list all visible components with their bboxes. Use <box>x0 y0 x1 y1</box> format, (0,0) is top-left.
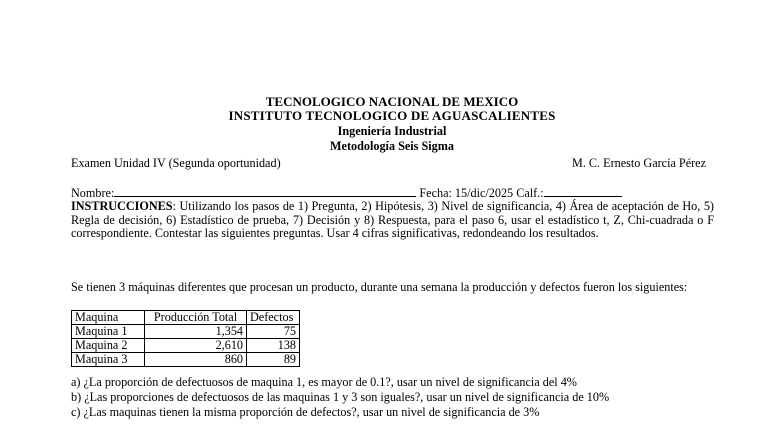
cell-production: 860 <box>145 353 247 367</box>
cell-production: 1,354 <box>145 325 247 339</box>
cell-machine: Maquina 3 <box>72 353 145 367</box>
header-program: Ingeniería Industrial <box>337 124 447 138</box>
header-campus: INSTITUTO TECNOLOGICO DE AGUASCALIENTES <box>228 108 556 123</box>
exam-title: Examen Unidad IV (Segunda oportunidad) <box>71 156 281 170</box>
instructions-text: : Utilizando los pasos de 1) Pregunta, 2) Hipótesis, 3) Nivel de significancia, 4) Área de aceptación de Ho, 5) Regla de decisión, 6) Estadístico de prueba, 7) Decisión y 8) Respuesta, para el paso 6, usar el estadístico t, Z, Chi-cuadrada o F correspondiente. Contestar las siguientes preguntas. Usar 4 cifras significativas, redondeando los resultados. <box>71 199 714 241</box>
table-header-row <box>72 311 300 325</box>
col-header-production: Producción Total <box>145 311 247 325</box>
cell-defects: 75 <box>247 325 300 339</box>
table-row <box>72 339 300 353</box>
professor-name: M. C. Ernesto García Pérez <box>571 156 706 170</box>
production-table <box>71 310 300 367</box>
name-field[interactable] <box>114 185 416 197</box>
problem-intro: Se tienen 3 máquinas diferentes que procesan un producto, durante una semana la producción y defectos fueron los siguientes: <box>71 280 688 294</box>
cell-production: 2,610 <box>145 339 247 353</box>
grade-field[interactable] <box>544 185 622 197</box>
header-institution: TECNOLOGICO NACIONAL DE MEXICO <box>265 94 519 109</box>
instructions-paragraph <box>71 200 714 241</box>
question-c: c) ¿Las maquinas tienen la misma proporción de defectos?, usar un nivel de significancia de 3% <box>71 405 540 419</box>
col-header-machine: Maquina <box>72 311 145 325</box>
header-course: Metodología Seis Sigma <box>330 139 454 153</box>
cell-defects: 89 <box>247 353 300 367</box>
cell-defects: 138 <box>247 339 300 353</box>
col-header-defects: Defectos <box>247 311 300 325</box>
table-row <box>72 325 300 339</box>
name-label: Nombre: <box>71 186 115 200</box>
question-a: a) ¿La proporción de defectuosos de maquina 1, es mayor de 0.1?, usar un nivel de significancia del 4% <box>71 375 577 389</box>
table-row <box>72 353 300 367</box>
grade-label: Calf.: <box>516 186 544 200</box>
date-label: Fecha: 15/dic/2025 <box>419 186 514 200</box>
student-info-row <box>71 185 714 200</box>
instructions-label: INSTRUCCIONES <box>71 199 173 213</box>
cell-machine: Maquina 1 <box>72 325 145 339</box>
question-b: b) ¿Las proporciones de defectuosos de las maquinas 1 y 3 son iguales?, usar un nivel de significancia de 10% <box>71 390 610 404</box>
cell-machine: Maquina 2 <box>72 339 145 353</box>
